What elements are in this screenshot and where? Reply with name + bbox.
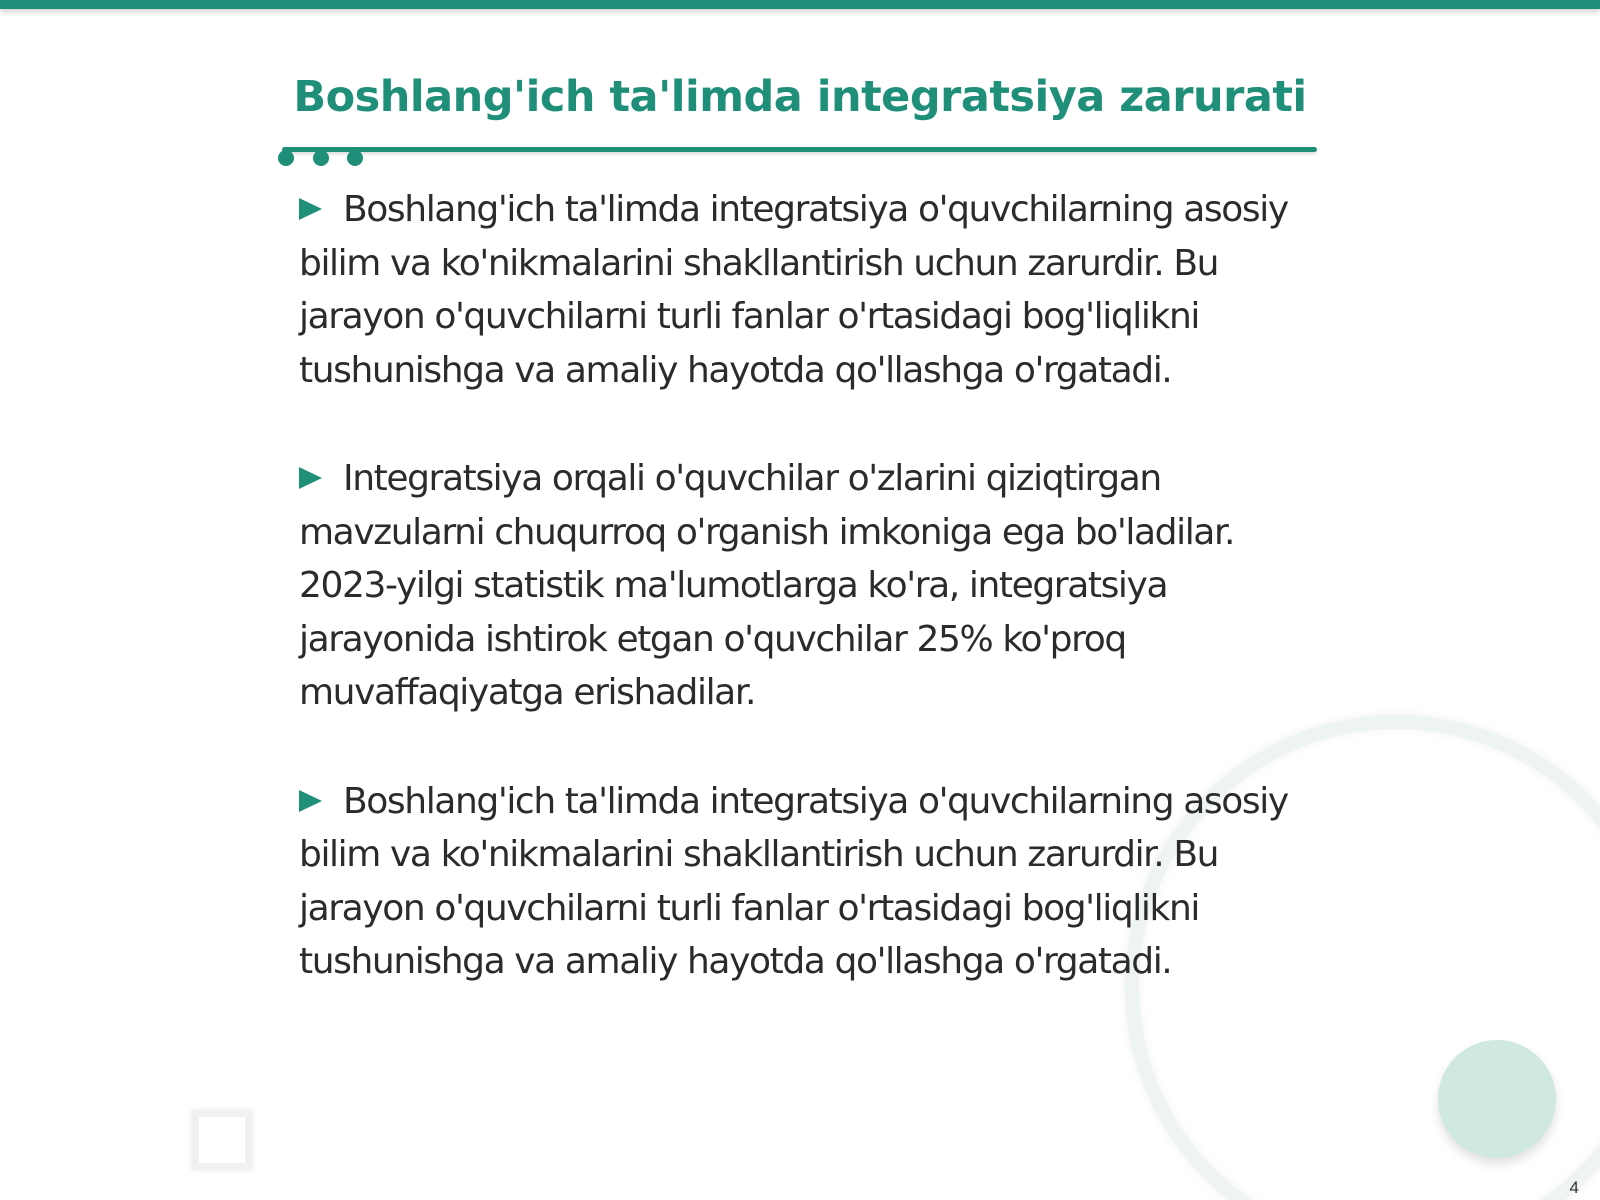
triangle-bullet-icon — [299, 198, 322, 220]
bullet-text: Boshlang'ich ta'limda integratsiya o'quvchilarning asosiy bilim va ko'nikmalarini shakllantirish uchun zarurdir. Bu jarayon o'quvchilarni turli fanlar o'rtasidagi bog'liqlikni tushunishga va amaliy hayotda qo'llashga o'rgatadi. — [299, 780, 1288, 982]
bullet-text: Boshlang'ich ta'limda integratsiya o'quvchilarning asosiy bilim va ko'nikmalarini shakllantirish uchun zarurdir. Bu jarayon o'quvchilarni turli fanlar o'rtasidagi bog'liqlikni tushunishga va amaliy hayotda qo'llashga o'rgatadi. — [299, 189, 1288, 391]
page-number: 4 — [1569, 1178, 1579, 1197]
bullet-item — [299, 775, 1309, 989]
title-underline — [282, 147, 1317, 152]
title-underline-dot — [347, 150, 363, 166]
bullet-list — [299, 183, 1309, 1044]
bullet-text: Integratsiya orqali o'quvchilar o'zlarini qiziqtirgan mavzularni chuqurroq o'rganish imkoniga ega bo'ladilar. 2023-yilgi statistik ma'lumotlarga ko'ra, integratsiya jarayonida ishtirok etgan o'quvchilar 25% ko'proq muvaffaqiyatga erishadilar. — [299, 458, 1235, 713]
bullet-item — [299, 183, 1309, 397]
decorative-circle — [1438, 1040, 1556, 1158]
top-accent-bar — [0, 0, 1600, 9]
triangle-bullet-icon — [299, 790, 322, 812]
title-underline-dot — [278, 150, 294, 166]
bullet-item — [299, 452, 1309, 720]
triangle-bullet-icon — [299, 467, 322, 489]
decorative-square — [192, 1110, 252, 1170]
slide-title: Boshlang'ich ta'limda integratsiya zarurati — [293, 72, 1307, 122]
title-underline-dot — [313, 150, 329, 166]
